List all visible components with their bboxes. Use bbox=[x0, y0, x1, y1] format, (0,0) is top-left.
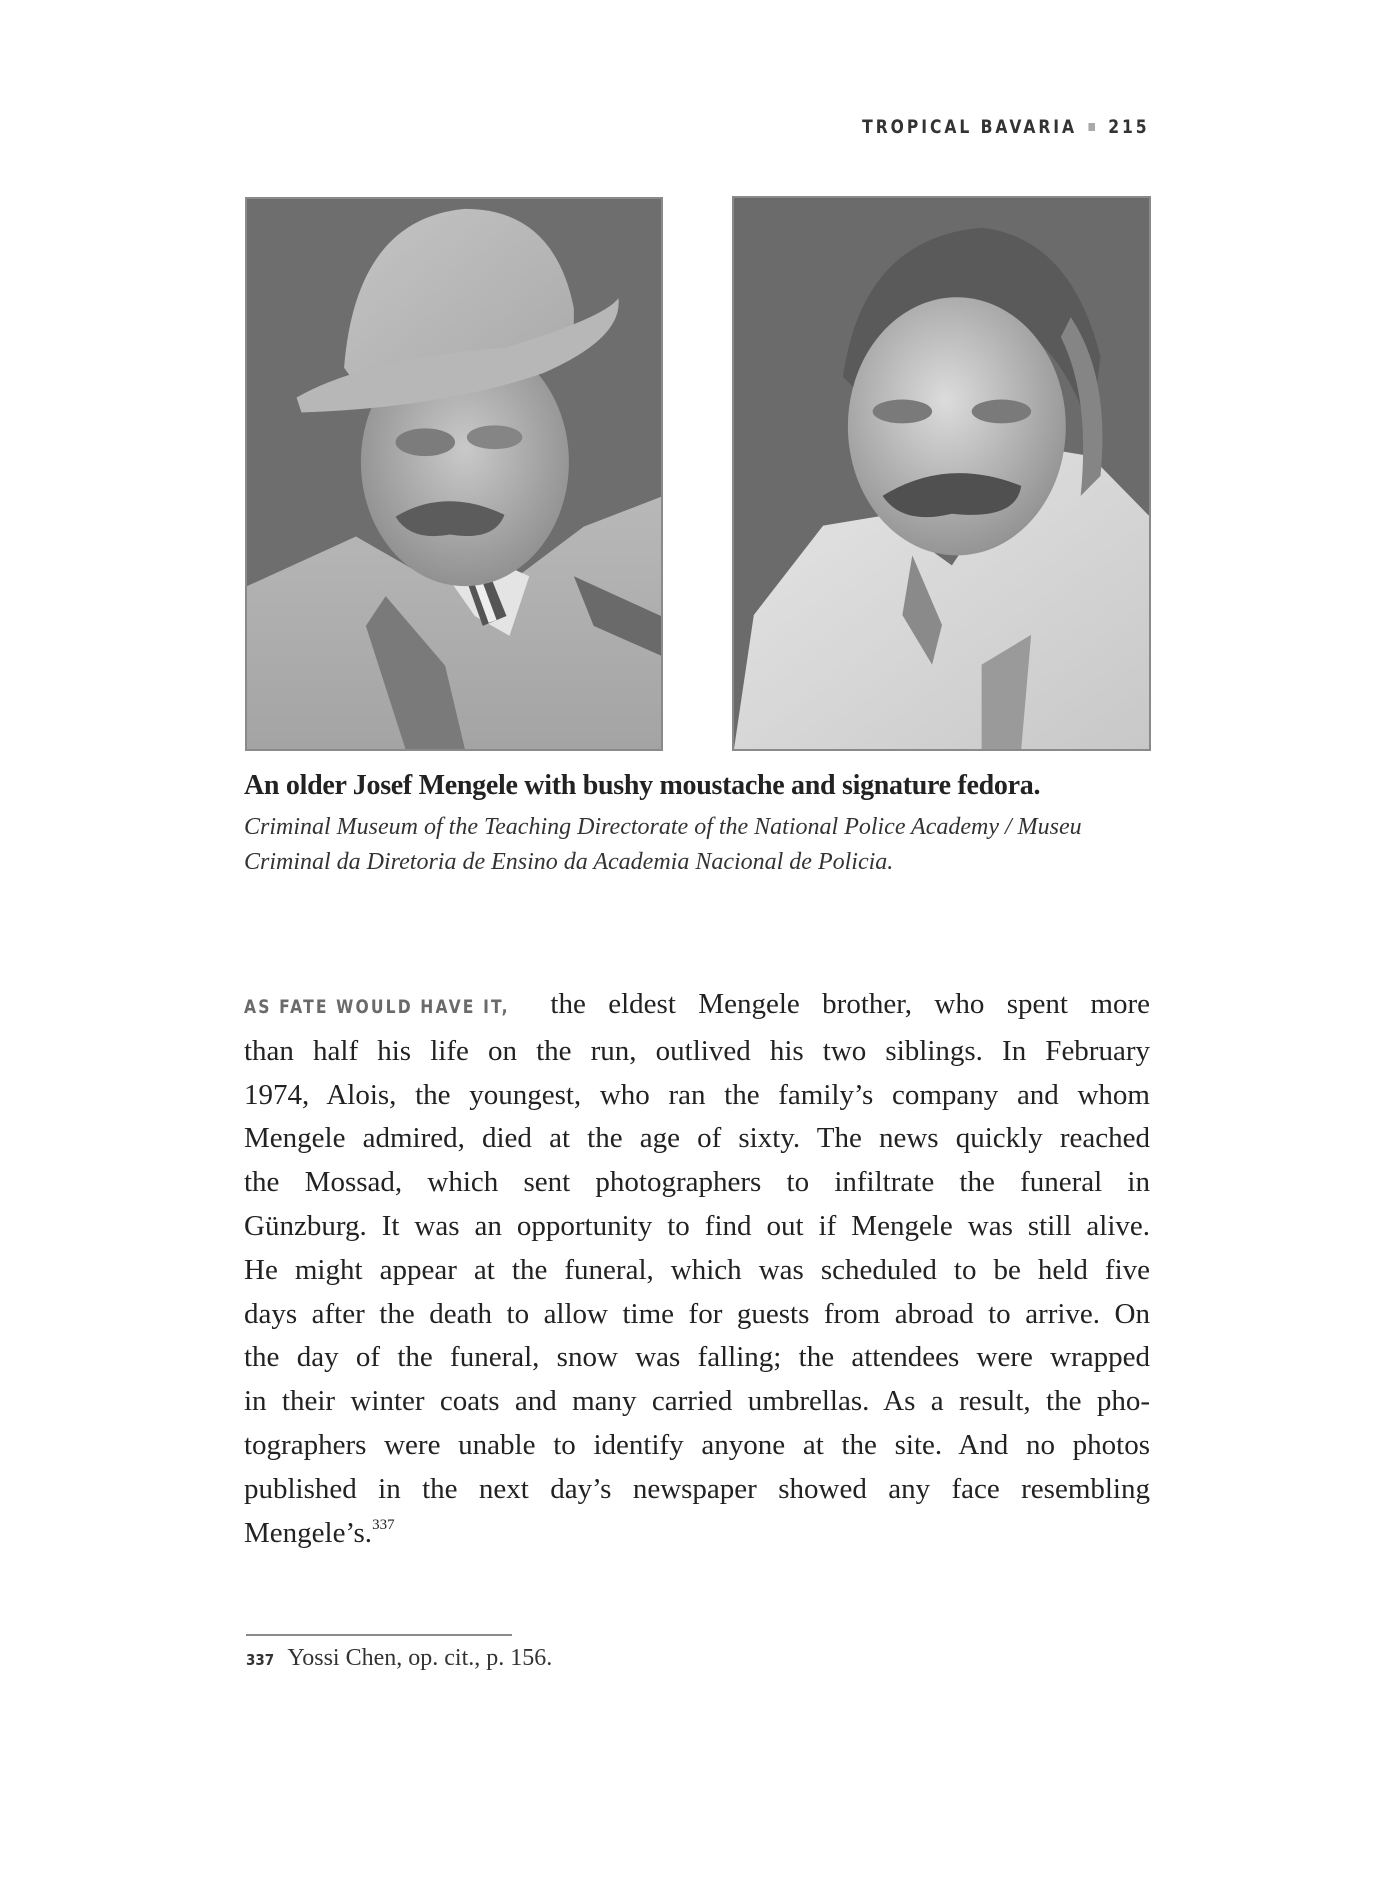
page-number: 215 bbox=[1108, 116, 1150, 138]
paragraph-line: tographers were unable to identify anyone at the site. And no photos bbox=[244, 1428, 1150, 1461]
paragraph-line: days after the death to allow time for guests from abroad to arrive. On bbox=[244, 1297, 1150, 1330]
paragraph-line bbox=[244, 1512, 1150, 1556]
footnote-divider bbox=[246, 1634, 512, 1636]
footnote bbox=[246, 1645, 552, 1672]
footnote-number: 337 bbox=[246, 1651, 275, 1669]
fedora-portrait-image bbox=[247, 199, 661, 749]
paragraph-line: than half his life on the run, outlived his two siblings. In February bbox=[244, 1034, 1150, 1067]
paragraph-line: Mengele admired, died at the age of sixty. The news quickly reached bbox=[244, 1122, 1150, 1155]
paragraph-line: He might appear at the funeral, which was scheduled to be held five bbox=[244, 1253, 1150, 1286]
caption-credit-line: Criminal Museum of the Teaching Directorate of the National Police Academy / Museu bbox=[244, 814, 1082, 840]
footnote-text: Yossi Chen, op. cit., p. 156. bbox=[287, 1645, 553, 1671]
footnote-reference[interactable]: 337 bbox=[372, 1516, 395, 1533]
paragraph-line: the Mossad, which sent photographers to infiltrate the funeral in bbox=[244, 1166, 1150, 1199]
bullet-separator-icon bbox=[1089, 123, 1096, 131]
portrait-image bbox=[734, 198, 1149, 749]
line-text: Mengele’s. bbox=[244, 1516, 373, 1549]
paragraph-line: the day of the funeral, snow was falling; the attendees were wrapped bbox=[244, 1341, 1150, 1374]
running-head-title: TROPICAL BAVARIA bbox=[862, 116, 1078, 138]
photo-mengele-portrait bbox=[732, 196, 1151, 751]
paragraph-line: Günzburg. It was an opportunity to find out if Mengele was still alive. bbox=[244, 1209, 1150, 1242]
paragraph-line: 1974, Alois, the youngest, who ran the family’s company and whom bbox=[244, 1078, 1150, 1111]
paragraph-line: published in the next day’s newspaper showed any face resembling bbox=[244, 1472, 1150, 1505]
body-paragraph bbox=[244, 983, 1150, 1555]
photo-mengele-fedora bbox=[245, 197, 663, 751]
paragraph-line: in their winter coats and many carried umbrellas. As a result, the pho- bbox=[244, 1385, 1150, 1418]
caption-credit-line: Criminal da Diretoria de Ensino da Academia Nacional de Policia. bbox=[244, 849, 894, 875]
lead-in-small-caps: AS FATE WOULD HAVE IT, bbox=[244, 996, 510, 1018]
figure-caption-title: An older Josef Mengele with bushy moustache and signature fedora. bbox=[244, 770, 1041, 801]
running-head bbox=[863, 112, 1150, 142]
figure-caption-credit bbox=[244, 810, 1164, 880]
line-text: the eldest Mengele brother, who spent more bbox=[550, 988, 1150, 1020]
paragraph-line bbox=[244, 983, 1150, 1030]
